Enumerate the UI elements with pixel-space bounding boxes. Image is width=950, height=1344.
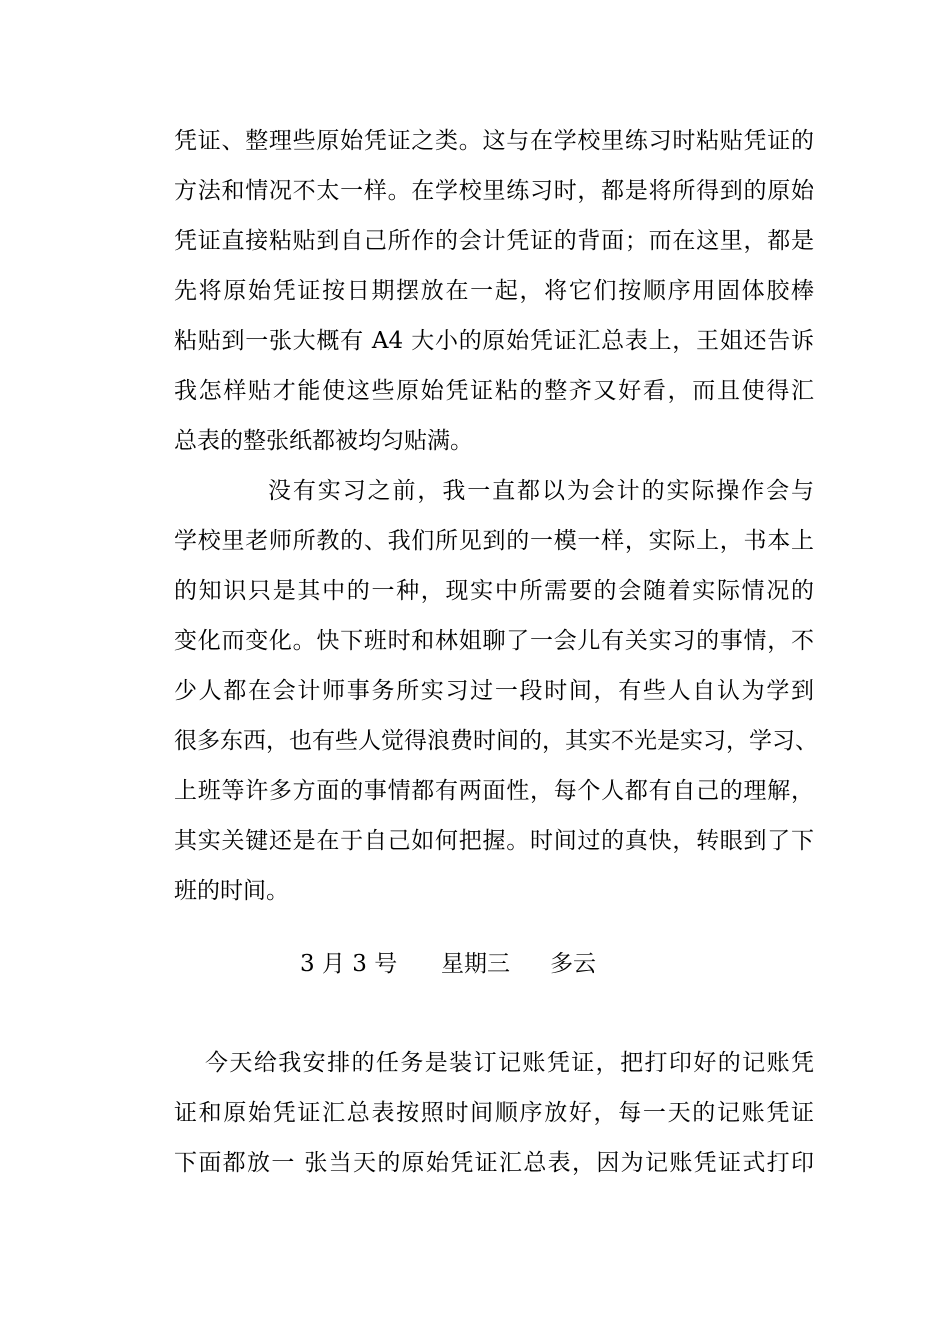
paragraph-2-line-6: 很多东西，也有些人觉得浪费时间的，其实不光是实习，学习、 — [174, 728, 818, 754]
paragraph-3-line-2: 证和原始凭证汇总表按照时间顺序放好，每一天的记账凭证 — [174, 1100, 814, 1126]
paragraph-1-line-1: 凭证、整理些原始凭证之类。这与在学校里练习时粘贴凭证的 — [174, 128, 814, 154]
paragraph-1-line-2: 方法和情况不太一样。在学校里练习时，都是将所得到的原始 — [174, 178, 814, 204]
paragraph-2-line-5: 少人都在会计师事务所实习过一段时间，有些人自认为学到 — [174, 678, 814, 704]
paragraph-1-line-5: 粘贴到一张大概有 A4 大小的原始凭证汇总表上，王姐还告诉 — [174, 328, 814, 354]
date-heading-weather: 多云 — [550, 951, 596, 977]
paragraph-1-line-6: 我怎样贴才能使这些原始凭证粘的整齐又好看，而且使得汇 — [174, 378, 814, 404]
paragraph-3-line-3: 下面都放一 张当天的原始凭证汇总表，因为记账凭证式打印 — [174, 1150, 814, 1176]
paragraph-1-line-3: 凭证直接粘贴到自己所作的会计凭证的背面；而在这里，都是 — [174, 228, 814, 254]
date-heading-date: 3 月 3 号 — [300, 951, 398, 977]
paragraph-1-line-7: 总表的整张纸都被均匀贴满。 — [174, 428, 473, 454]
paragraph-2-line-3: 的知识只是其中的一种，现实中所需要的会随着实际情况的 — [174, 578, 814, 604]
paragraph-1-line-4: 先将原始凭证按日期摆放在一起，将它们按顺序用固体胶棒 — [174, 278, 814, 304]
paragraph-2-line-2: 学校里老师所教的、我们所见到的一模一样，实际上，书本上 — [174, 528, 814, 554]
paragraph-2-line-7: 上班等许多方面的事情都有两面性，每个人都有自己的理解， — [174, 778, 814, 804]
date-heading-weekday: 星期三 — [441, 951, 510, 977]
paragraph-2-line-1: 没有实习之前，我一直都以为会计的实际操作会与 — [268, 478, 814, 504]
paragraph-2-line-8: 其实关键还是在于自己如何把握。时间过的真快，转眼到了下 — [174, 828, 814, 854]
paragraph-3-line-1: 今天给我安排的任务是装订记账凭证，把打印好的记账凭 — [205, 1050, 814, 1076]
paragraph-2-line-9: 班的时间。 — [174, 878, 289, 904]
paragraph-2-line-4: 变化而变化。快下班时和林姐聊了一会儿有关实习的事情，不 — [174, 628, 814, 654]
